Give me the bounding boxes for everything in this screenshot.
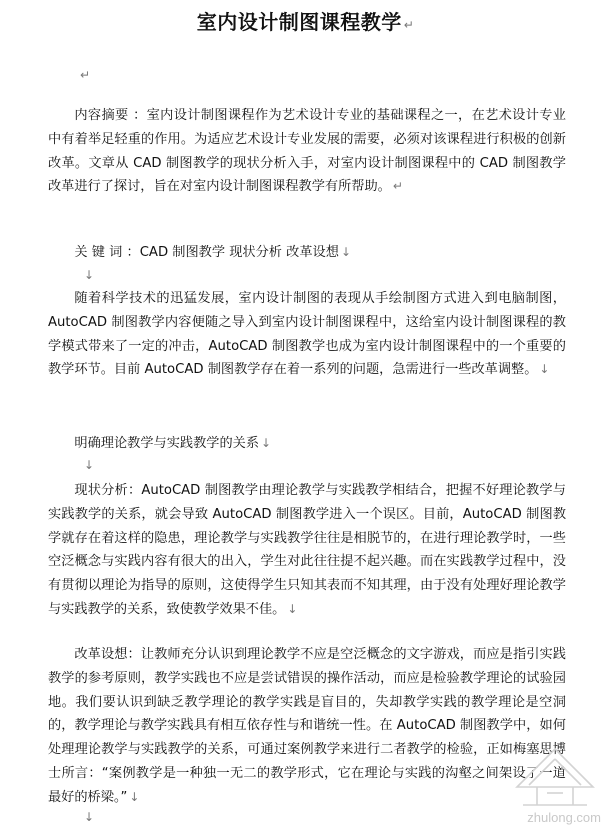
abstract-paragraph (48, 104, 566, 199)
paragraph-mark-icon: ↵ (80, 68, 91, 82)
document-title (0, 8, 611, 39)
line-break-icon: ↓ (287, 601, 298, 616)
document-title-text: 室内设计制图课程教学 (196, 10, 402, 34)
watermark-text: zhulong.com (527, 810, 601, 825)
paragraph-mark-icon: ↵ (392, 179, 403, 194)
intro-text: 随着科学技术的迅猛发展，室内设计制图的表现从手绘制图方式进入到电脑制图，AutoCAD 制图教学内容便随之导入到室内设计制图课程中，这给室内设计制图课程的教学模式带来了一定的冲击，AutoCAD 制图教学也成为室内设计制图课程中的一个重要的教学环节。目前 AutoCAD 制图教学存在着一系列的问题，急需进行一些改革调整。 (48, 291, 566, 378)
abstract-text: 内容摘要 ：室内设计制图课程作为艺术设计专业的基础课程之一，在艺术设计专业中有着举足轻重的作用。为适应艺术设计专业发展的需要，必须对该课程进行积极的创新改革。文章从 CAD 制图教学的现状分析入手，对室内设计制图课程中的 CAD 制图教学改革进行了探讨，旨在对室内设计制图课程教学有所帮助。 (48, 108, 566, 195)
line-break-icon: ↓ (84, 458, 95, 472)
keywords-line (48, 240, 566, 265)
line-break-icon: ↓ (340, 245, 351, 259)
line-break-icon: ↓ (129, 789, 140, 804)
watermark (493, 735, 603, 825)
line-break-icon: ↓ (261, 436, 272, 450)
reform-text: 改革设想：让教师充分认识到理论教学不应是空泛概念的文字游戏，而应是指引实践教学的参考原则，教学实践也不应是尝试错误的操作活动，而应是检验教学理论的试验园地。我们要认识到缺乏教学理论的教学实践是盲目的，失却教学实践的教学理论是空洞的，教学理论与教学实践具有相互依存性与和谐统一性。在 AutoCAD 制图教学中，如何处理理论教学与实践教学的关系，可通过案例教学来进行二者教学的检验，正如梅塞思博士所言：“案例教学是一种独一无二的教学形式，它在理论与实践的沟壑之间架设了一道最好的桥梁。” (48, 647, 566, 805)
paragraph-mark-icon: ↵ (403, 18, 415, 32)
analysis-paragraph (48, 479, 566, 622)
keywords-text: 关 键 词 ：CAD 制图教学 现状分析 改革设想 (74, 245, 339, 260)
line-break-icon: ↓ (84, 810, 95, 824)
section-heading-text: 明确理论教学与实践教学的关系 (74, 436, 260, 451)
reform-paragraph (48, 643, 566, 810)
section-heading (48, 431, 566, 456)
line-break-icon: ↓ (539, 362, 550, 377)
analysis-text: 现状分析：AutoCAD 制图教学由理论教学与实践教学相结合，把握不好理论教学与实践教学的关系，就会导致 AutoCAD 制图教学进入一个误区。目前，AutoCAD 制图教学就存在着这样的隐患，理论教学与实践教学往往是相脱节的，在进行理论教学时，一些空泛概念与实践内容有很大的出入，学生对此往往提不起兴趣。而在实践教学过程中，没有贯彻以理论为指导的原则，这使得学生只知其表而不知其理，由于没有处理好理论教学与实践教学的关系，致使教学效果不佳。 (48, 483, 566, 617)
line-break-icon: ↓ (84, 268, 95, 282)
intro-paragraph (48, 287, 566, 382)
